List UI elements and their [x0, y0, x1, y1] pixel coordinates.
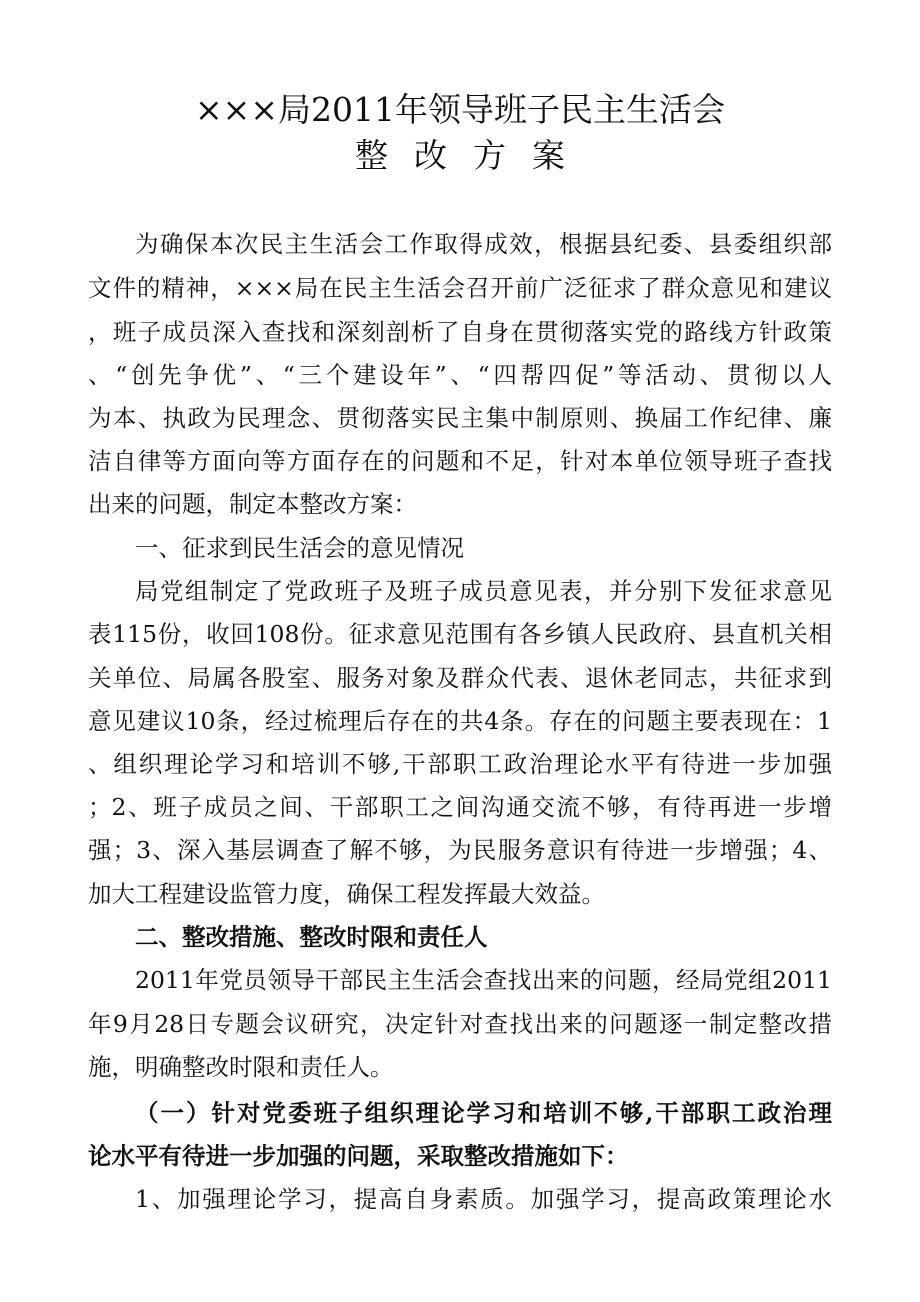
paragraph-line: ，班子成员深入查找和深刻剖析了自身在贯彻落实党的路线方针政策 [88, 318, 832, 346]
paragraph-line: 加大工程建设监管力度，确保工程发挥最大效益。 [88, 880, 605, 908]
paragraph-line: 洁自律等方面向等方面存在的问题和不足，针对本单位领导班子查找 [88, 447, 832, 475]
paragraph-line: 2011年党员领导干部民主生活会查找出来的问题，经局党组2011 [135, 966, 832, 994]
paragraph-line: 为确保本次民主生活会工作取得成效，根据县纪委、县委组织部 [135, 230, 832, 258]
document-title: ×××局2011年领导班子民主生活会 [195, 90, 725, 129]
list-item: 1、加强理论学习，提高自身素质。加强学习，提高政策理论水 [135, 1185, 832, 1213]
paragraph-line: 文件的精神，×××局在民主生活会召开前广泛征求了群众意见和建议 [88, 274, 832, 302]
paragraph-line: 施，明确整改时限和责任人。 [88, 1053, 394, 1081]
paragraph-line: 、“创先争优”、“三个建设年”、“四帮四促”等活动、贯彻以人 [88, 361, 832, 389]
paragraph-line: 意见建议10条，经过梳理后存在的共4条。存在的问题主要表现在：1 [88, 707, 832, 735]
paragraph-line: 局党组制定了党政班子及班子成员意见表，并分别下发征求意见 [135, 577, 832, 605]
section-heading: 一、征求到民生活会的意见情况 [135, 534, 464, 562]
document-subtitle: 整改方案 [355, 136, 591, 175]
paragraph-line: 强；3、深入基层调查了解不够，为民服务意识有待进一步增强；4、 [88, 836, 832, 864]
paragraph-line: 年9月28日专题会议研究，决定针对查找出来的问题逐一制定整改措 [88, 1010, 832, 1038]
subsection-heading: （一）针对党委班子组织理论学习和培训不够,干部职工政治理 [135, 1099, 832, 1127]
subsection-heading: 论水平有待进一步加强的问题，采取整改措施如下： [88, 1142, 629, 1170]
paragraph-line: 出来的问题，制定本整改方案： [88, 490, 417, 518]
paragraph-line: ；2、班子成员之间、干部职工之间沟通交流不够，有待再进一步增 [88, 793, 832, 821]
paragraph-line: 为本、执政为民理念、贯彻落实民主集中制原则、换届工作纪律、廉 [88, 404, 832, 432]
paragraph-line: 关单位、局属各股室、服务对象及群众代表、退休老同志，共征求到 [88, 664, 832, 692]
paragraph-line: 表115份，收回108份。征求意见范围有各乡镇人民政府、县直机关相 [88, 620, 832, 648]
section-heading: 二、整改措施、整改时限和责任人 [135, 923, 488, 951]
paragraph-line: 、组织理论学习和培训不够,干部职工政治理论水平有待进一步加强 [88, 750, 832, 778]
